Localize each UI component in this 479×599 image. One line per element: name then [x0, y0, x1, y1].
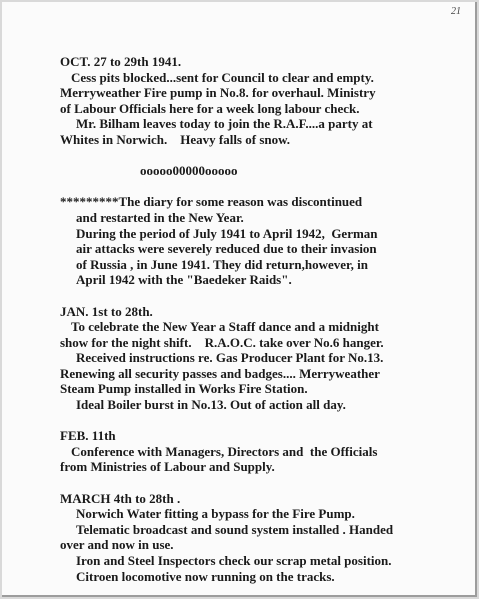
entry-line: Merryweather Fire pump in No.8. for overhaul. Ministry	[60, 85, 376, 101]
entry-march	[60, 491, 470, 585]
entry-feb	[60, 428, 470, 475]
entry-line: Telematic broadcast and sound system installed . Handed	[76, 521, 394, 537]
entry-line: *********The diary for some reason was discontinued	[60, 194, 363, 210]
entry-line: of Russia , in June 1941. They did return,however, in	[76, 256, 368, 272]
entry-line: Steam Pump installed in Works Fire Station.	[60, 381, 308, 397]
entry-line: During the period of July 1941 to April 1942, German	[76, 225, 378, 241]
entry-line: Conference with Managers, Directors and the Officials	[71, 443, 378, 459]
entry-line: from Ministries of Labour and Supply.	[60, 459, 275, 475]
entry-line: show for the night shift. R.A.O.C. take over No.6 hanger.	[60, 334, 384, 350]
entry-jan	[60, 304, 470, 413]
page-number: 21	[451, 6, 461, 17]
entry-line: Norwich Water fitting a bypass for the Fire Pump.	[76, 506, 355, 522]
entry-heading: JAN. 1st to 28th.	[60, 303, 153, 319]
entry-line: Ideal Boiler burst in No.13. Out of action all day.	[76, 397, 346, 413]
entry-note	[60, 194, 470, 288]
entry-line: Cess pits blocked...sent for Council to clear and empty.	[71, 69, 374, 85]
entry-oct	[60, 54, 470, 148]
entry-line: April 1942 with the "Baedeker Raids".	[76, 272, 292, 288]
entry-line: Renewing all security passes and badges.... Merryweather	[60, 365, 380, 381]
document-page	[2, 2, 477, 597]
entry-line: air attacks were severely reduced due to their invasion	[76, 241, 377, 257]
entry-heading: OCT. 27 to 29th 1941.	[60, 54, 182, 69]
entry-line: over and now in use.	[60, 537, 174, 553]
entry-line: Citroen locomotive now running on the tracks.	[76, 568, 335, 584]
entry-line: Iron and Steel Inspectors check our scrap metal position.	[76, 553, 392, 568]
entry-line: Whites in Norwich. Heavy falls of snow.	[60, 131, 291, 147]
entry-line: Received instructions re. Gas Producer Plant for No.13.	[76, 350, 384, 366]
entry-line: Mr. Bilham leaves today to join the R.A.F....a party at	[76, 116, 373, 132]
entry-line: To celebrate the New Year a Staff dance and a midnight	[71, 319, 379, 335]
entry-heading: MARCH 4th to 28th .	[60, 490, 181, 506]
separator: ooooo00000ooooo	[140, 163, 238, 179]
entry-line: and restarted in the New Year.	[76, 209, 244, 225]
entry-line: of Labour Officials here for a week long labour check.	[60, 100, 360, 116]
entry-heading: FEB. 11th	[60, 428, 116, 444]
diary-content	[60, 54, 470, 584]
